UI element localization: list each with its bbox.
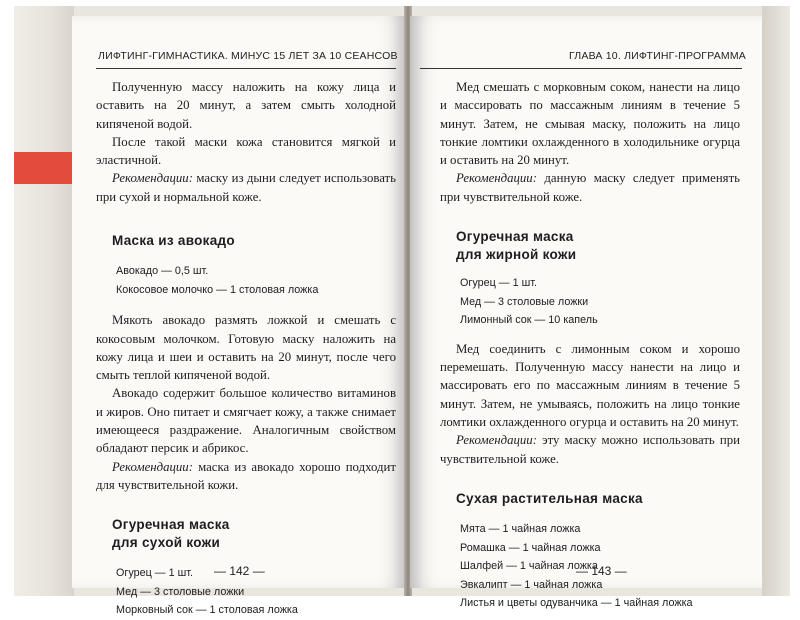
- ingredient-item: Морковный сок — 1 столовая ложка: [116, 604, 298, 617]
- header-rule-left: [96, 68, 396, 69]
- ingredient-item: Лимонный сок — 10 капель: [460, 314, 598, 327]
- recommendation: Рекомендации: данную маску следует применять при чувствительной коже.: [440, 171, 740, 204]
- ingredient-item: Мята — 1 чайная ложка: [460, 522, 581, 535]
- paragraph: Авокадо содержит большое количество витаминов и жиров. Оно питает и смягчает кожу, а также снимает имеющееся раздражение. Аналогичным свойством обладают персик и абрикос.: [96, 386, 396, 456]
- page-number-left: — 142 —: [214, 564, 265, 578]
- section-heading-cucumber-dry: Огуречная маска: [112, 517, 230, 533]
- ingredient-list: [96, 262, 396, 299]
- ingredient-item: Кокосовое молочко — 1 столовая ложка: [116, 283, 319, 296]
- ingredient-item: Ромашка — 1 чайная ложка: [460, 541, 601, 554]
- open-book: [14, 6, 790, 617]
- recommendation: Рекомендации: маска из авокадо хорошо подходит для чувствительной кожи.: [96, 459, 396, 492]
- ingredient-item: Листья и цветы одуванчика — 1 чайная ложка: [460, 597, 693, 610]
- right-text-block: [440, 78, 740, 613]
- paragraph: После такой маски кожа становится мягкой и эластичной.: [96, 134, 396, 168]
- page-edges-left: [14, 6, 74, 596]
- ingredient-item: Огурец — 1 шт.: [460, 277, 538, 290]
- ingredient-item: Авокадо — 0,5 шт.: [116, 265, 209, 278]
- running-header-left: ЛИФТИНГ-ГИМНАСТИКА. МИНУС 15 ЛЕТ ЗА 10 СЕАНСОВ: [98, 50, 398, 62]
- paragraph: Полученную массу наложить на кожу лица и оставить на 20 минут, а затем смыть холодной кипяченой водой.: [96, 80, 396, 131]
- page-edges-right: [762, 6, 790, 596]
- section-heading-cucumber-dry-sub: для сухой кожи: [112, 535, 221, 551]
- recommendation: Рекомендации: эту маску можно использовать при чувствительной коже.: [440, 433, 740, 466]
- recommendation-label: Рекомендации:: [456, 433, 537, 448]
- ingredient-list: [440, 274, 740, 330]
- ingredient-item: Мед — 3 столовые ложки: [116, 585, 245, 598]
- section-heading-avocado: Маска из авокадо: [112, 233, 235, 249]
- recommendation-label: Рекомендации:: [456, 171, 537, 186]
- recommendation: Рекомендации: маску из дыни следует использовать при сухой и нормальной коже.: [96, 171, 396, 204]
- left-text-block: [96, 78, 396, 620]
- ingredient-item: Эвкалипт — 1 чайная ложка: [460, 578, 603, 591]
- recommendation-label: Рекомендации:: [112, 171, 193, 186]
- page-number-right: — 143 —: [576, 564, 627, 578]
- header-rule-right: [420, 68, 742, 69]
- ingredient-item: Мед — 3 столовые ложки: [460, 295, 589, 308]
- ingredient-item: Огурец — 1 шт.: [116, 567, 194, 580]
- section-heading-cucumber-oily-sub: для жирной кожи: [456, 247, 577, 263]
- ingredient-item: Шалфей — 1 чайная ложка: [460, 560, 598, 573]
- paragraph: Мед смешать с морковным соком, нанести на лицо и массировать по массажным линиям в течение 5 минут. Затем, не смывая маску, положить на лицо тонкие ломтики охлажденного в холодильнике огурца и оставить на 20 минут.: [440, 80, 740, 168]
- running-header-right: ГЛАВА 10. ЛИФТИНГ-ПРОГРАММА: [568, 50, 746, 62]
- section-heading-cucumber-oily: Огуречная маска: [456, 229, 574, 245]
- paragraph: Мед соединить с лимонным соком и хорошо перемешать. Полученную массу нанести на лицо и массировать его по массажным линиям в течение 5 минут. Затем, не умываясь, положить на лицо тонкие ломтики охлажденного огурца и оставить на 20 минут.: [440, 341, 740, 430]
- right-page: [410, 16, 762, 610]
- left-page: [72, 16, 406, 617]
- paragraph: Мякоть авокадо размять ложкой и смешать с кокосовым молочком. Готовую маску наложить на кожу лица и шеи и оставить на 20 минут, после чего смыть теплой кипяченой водой.: [96, 313, 396, 383]
- recommendation-label: Рекомендации:: [112, 459, 193, 474]
- section-heading-herbal: Сухая растительная маска: [456, 490, 643, 506]
